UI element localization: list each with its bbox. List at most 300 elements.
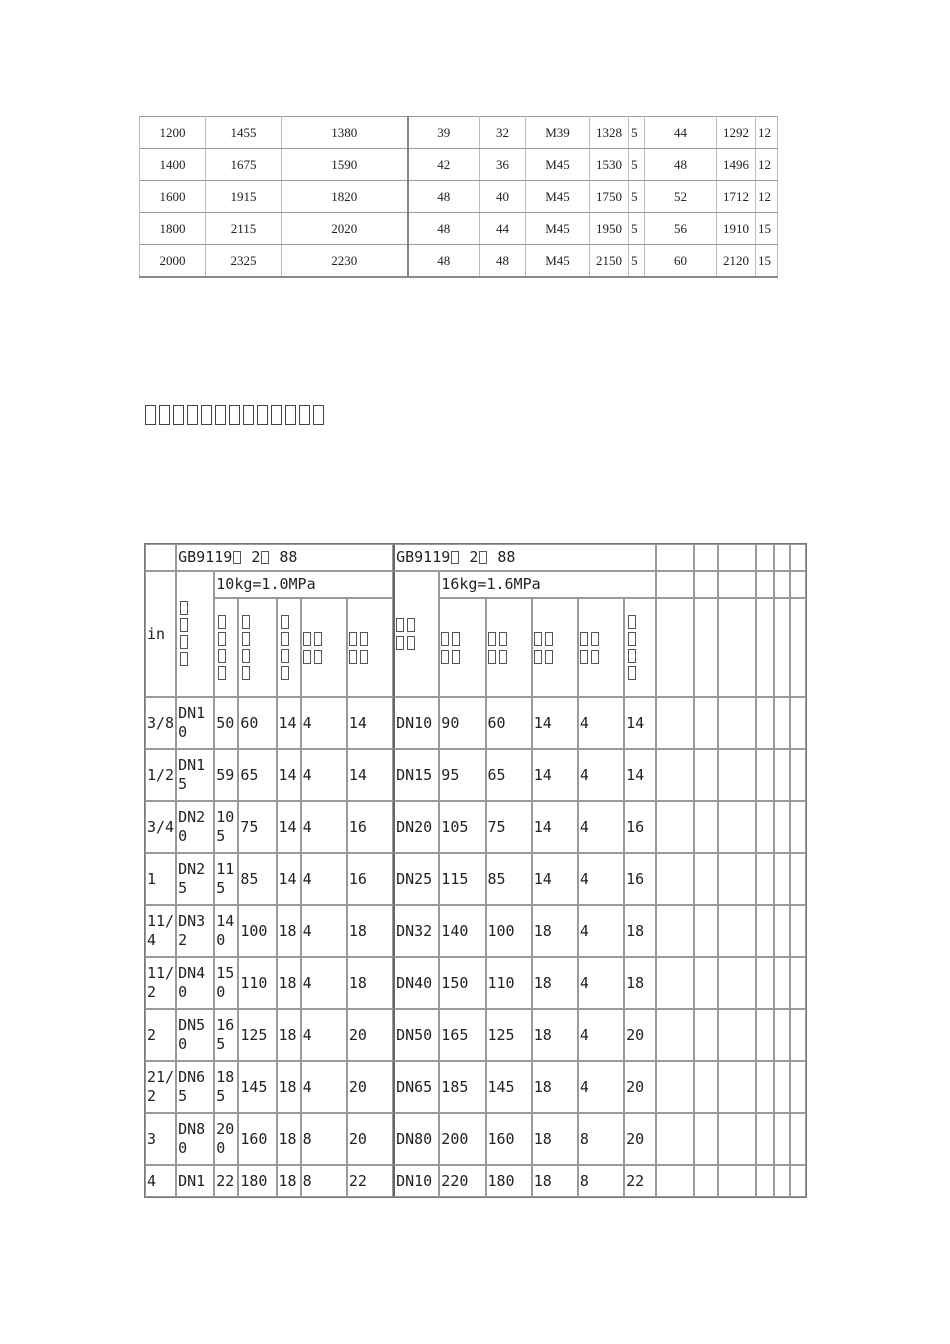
table-cell: 1712 xyxy=(717,181,756,213)
cell-e: 22 xyxy=(347,1165,393,1197)
cell-dn: DN20 xyxy=(176,801,214,853)
table-row xyxy=(145,957,806,1009)
table-row xyxy=(140,245,778,278)
empty-cell xyxy=(756,571,774,598)
cell-e: 14 xyxy=(347,697,393,749)
empty-cell xyxy=(774,749,790,801)
cell-a: 50 xyxy=(214,697,238,749)
cell-c: 18 xyxy=(277,1113,301,1165)
cell-a: 22 xyxy=(214,1165,238,1197)
table-cell: 2230 xyxy=(282,245,408,278)
cell-j: 14 xyxy=(624,749,656,801)
cell-j: 14 xyxy=(624,697,656,749)
cell-g: 125 xyxy=(486,1009,532,1061)
cell-dn: DN40 xyxy=(176,957,214,1009)
empty-cell xyxy=(718,801,756,853)
empty-cell xyxy=(774,697,790,749)
cell-c: 14 xyxy=(277,749,301,801)
table-cell: 5 xyxy=(629,117,645,149)
table-cell: 5 xyxy=(629,213,645,245)
missing-glyph-icon xyxy=(215,405,226,425)
table-row xyxy=(145,853,806,905)
cell-g: 75 xyxy=(486,801,532,853)
empty-cell xyxy=(656,749,694,801)
cell-h: 18 xyxy=(532,1113,578,1165)
cell-d: 4 xyxy=(301,905,347,957)
col-c-header xyxy=(277,598,301,697)
cell-f: 150 xyxy=(439,957,485,1009)
empty-cell xyxy=(694,697,717,749)
empty-cell xyxy=(694,544,717,571)
cell-c: 18 xyxy=(277,1061,301,1113)
empty-cell xyxy=(790,598,806,697)
table-cell: 2325 xyxy=(206,245,282,278)
cell-d: 4 xyxy=(301,749,347,801)
empty-cell xyxy=(718,697,756,749)
cell-i: 4 xyxy=(578,905,624,957)
table-cell: 44 xyxy=(480,213,526,245)
col-h-header xyxy=(532,598,578,697)
cell-d: 4 xyxy=(301,697,347,749)
table-cell: 2020 xyxy=(282,213,408,245)
empty-cell xyxy=(656,853,694,905)
empty-cell xyxy=(694,801,717,853)
empty-cell xyxy=(656,1113,694,1165)
empty-cell xyxy=(694,571,717,598)
table-cell: 56 xyxy=(645,213,717,245)
empty-cell xyxy=(756,1061,774,1113)
cell-dn: DN32 xyxy=(176,905,214,957)
empty-cell xyxy=(756,853,774,905)
pressure-right: 16kg=1.6MPa xyxy=(439,571,656,598)
cell-j: 18 xyxy=(624,905,656,957)
table-cell: 42 xyxy=(408,149,480,181)
empty-cell xyxy=(718,571,756,598)
cell-e: 16 xyxy=(347,853,393,905)
cell-d: 8 xyxy=(301,1165,347,1197)
empty-cell xyxy=(790,1061,806,1113)
empty-cell xyxy=(756,1165,774,1197)
empty-cell xyxy=(656,1165,694,1197)
missing-glyph-icon xyxy=(201,405,212,425)
cell-h: 14 xyxy=(532,853,578,905)
cell-dn2: DN10 xyxy=(393,1165,439,1197)
empty-cell xyxy=(718,598,756,697)
cell-h: 18 xyxy=(532,1061,578,1113)
col-a-header xyxy=(214,598,238,697)
cell-e: 20 xyxy=(347,1061,393,1113)
cell-dn2: DN25 xyxy=(393,853,439,905)
empty-cell xyxy=(694,957,717,1009)
table-cell: 48 xyxy=(408,181,480,213)
table-cell: 52 xyxy=(645,181,717,213)
table-cell: 5 xyxy=(629,181,645,213)
table-row xyxy=(145,697,806,749)
cell-a: 115 xyxy=(214,853,238,905)
empty-cell xyxy=(718,853,756,905)
cell-i: 4 xyxy=(578,1061,624,1113)
empty-cell xyxy=(718,1009,756,1061)
cell-j: 16 xyxy=(624,801,656,853)
cell-c: 18 xyxy=(277,1165,301,1197)
cell-c: 14 xyxy=(277,697,301,749)
cell-d: 8 xyxy=(301,1113,347,1165)
cell-h: 14 xyxy=(532,801,578,853)
col-b-header xyxy=(238,598,276,697)
cell-b: 85 xyxy=(238,853,276,905)
cell-f: 165 xyxy=(439,1009,485,1061)
cell-in: 3 xyxy=(145,1113,176,1165)
standard-left: GB9119 2 88 xyxy=(176,544,393,571)
empty-cell xyxy=(718,957,756,1009)
cell-g: 100 xyxy=(486,905,532,957)
cell-j: 20 xyxy=(624,1061,656,1113)
cell-b: 125 xyxy=(238,1009,276,1061)
empty-cell xyxy=(656,801,694,853)
cell-dn: DN50 xyxy=(176,1009,214,1061)
table-cell: 32 xyxy=(480,117,526,149)
cell-dn2: DN10 xyxy=(393,697,439,749)
empty-cell xyxy=(756,697,774,749)
table-cell: 1915 xyxy=(206,181,282,213)
missing-glyph-icon xyxy=(145,405,156,425)
table-row xyxy=(145,1165,806,1197)
cell-i: 4 xyxy=(578,749,624,801)
cell-in: 3/4 xyxy=(145,801,176,853)
col-dn-header xyxy=(176,571,214,697)
cell-a: 59 xyxy=(214,749,238,801)
cell-in: 1/2 xyxy=(145,749,176,801)
cell-b: 100 xyxy=(238,905,276,957)
missing-glyph-icon xyxy=(285,405,296,425)
missing-glyph-icon xyxy=(313,405,324,425)
cell-e: 18 xyxy=(347,905,393,957)
cell-dn2: DN40 xyxy=(393,957,439,1009)
table-cell: 2120 xyxy=(717,245,756,278)
table-cell: 12 xyxy=(756,117,778,149)
empty-cell xyxy=(756,905,774,957)
table-cell: 1200 xyxy=(140,117,206,149)
table-cell: 1530 xyxy=(590,149,629,181)
empty-cell xyxy=(718,749,756,801)
table-cell: 15 xyxy=(756,213,778,245)
col-f-header xyxy=(439,598,485,697)
cell-b: 110 xyxy=(238,957,276,1009)
cell-i: 8 xyxy=(578,1165,624,1197)
pressure-left: 10kg=1.0MPa xyxy=(214,571,393,598)
cell-dn: DN10 xyxy=(176,697,214,749)
cell-a: 200 xyxy=(214,1113,238,1165)
cell-a: 105 xyxy=(214,801,238,853)
table-row xyxy=(145,905,806,957)
flange-standard-table xyxy=(144,543,807,1198)
table-cell: M39 xyxy=(526,117,590,149)
empty-cell xyxy=(756,544,774,571)
empty-cell xyxy=(790,957,806,1009)
table-row xyxy=(145,749,806,801)
table-row xyxy=(145,1061,806,1113)
cell-f: 95 xyxy=(439,749,485,801)
empty-cell xyxy=(656,544,694,571)
cell-g: 160 xyxy=(486,1113,532,1165)
empty-cell xyxy=(718,905,756,957)
cell-f: 140 xyxy=(439,905,485,957)
table-cell: 15 xyxy=(756,245,778,278)
cell-i: 8 xyxy=(578,1113,624,1165)
cell-c: 18 xyxy=(277,905,301,957)
missing-glyph-icon xyxy=(173,405,184,425)
cell-in: 11/4 xyxy=(145,905,176,957)
table-cell: 48 xyxy=(408,213,480,245)
cell-c: 18 xyxy=(277,957,301,1009)
cell-h: 18 xyxy=(532,905,578,957)
table-cell: 1675 xyxy=(206,149,282,181)
empty-cell xyxy=(790,571,806,598)
table-row xyxy=(145,1009,806,1061)
col-dn2-header xyxy=(393,571,439,697)
cell-f: 90 xyxy=(439,697,485,749)
table-cell: 1328 xyxy=(590,117,629,149)
cell-g: 180 xyxy=(486,1165,532,1197)
table-cell: 48 xyxy=(645,149,717,181)
cell-in: 1 xyxy=(145,853,176,905)
empty-cell xyxy=(790,544,806,571)
table-cell: 48 xyxy=(480,245,526,278)
table-cell: M45 xyxy=(526,181,590,213)
cell-dn: DN65 xyxy=(176,1061,214,1113)
table-cell: M45 xyxy=(526,149,590,181)
table-cell: 40 xyxy=(480,181,526,213)
cell-dn2: DN32 xyxy=(393,905,439,957)
cell-e: 18 xyxy=(347,957,393,1009)
empty-cell xyxy=(790,1165,806,1197)
cell-a: 140 xyxy=(214,905,238,957)
table-cell: 1800 xyxy=(140,213,206,245)
missing-glyph-icon xyxy=(243,405,254,425)
cell-j: 22 xyxy=(624,1165,656,1197)
cell-a: 150 xyxy=(214,957,238,1009)
cell-f: 220 xyxy=(439,1165,485,1197)
cell-e: 20 xyxy=(347,1113,393,1165)
empty-cell xyxy=(774,1009,790,1061)
table-cell: 12 xyxy=(756,149,778,181)
table-cell: 1496 xyxy=(717,149,756,181)
cell-h: 14 xyxy=(532,749,578,801)
missing-glyph-icon xyxy=(229,405,240,425)
table-cell: 2115 xyxy=(206,213,282,245)
empty-cell xyxy=(774,801,790,853)
cell-d: 4 xyxy=(301,801,347,853)
empty-cell xyxy=(790,1113,806,1165)
empty-cell xyxy=(694,749,717,801)
cell-dn2: DN15 xyxy=(393,749,439,801)
cell-g: 145 xyxy=(486,1061,532,1113)
empty-cell xyxy=(756,598,774,697)
empty-cell xyxy=(774,957,790,1009)
empty-cell xyxy=(774,571,790,598)
cell-e: 14 xyxy=(347,749,393,801)
table-cell: 12 xyxy=(756,181,778,213)
table-cell: 39 xyxy=(408,117,480,149)
empty-cell xyxy=(718,1165,756,1197)
cell-f: 105 xyxy=(439,801,485,853)
cell-j: 18 xyxy=(624,957,656,1009)
empty-cell xyxy=(756,801,774,853)
col-e-header xyxy=(347,598,393,697)
cell-f: 115 xyxy=(439,853,485,905)
standard-right: GB9119 2 88 xyxy=(393,544,656,571)
table-cell: M45 xyxy=(526,245,590,278)
cell-g: 110 xyxy=(486,957,532,1009)
cell-c: 18 xyxy=(277,1009,301,1061)
table-row xyxy=(145,801,806,853)
cell-dn: DN15 xyxy=(176,749,214,801)
cell-in: 3/8 xyxy=(145,697,176,749)
cell-j: 20 xyxy=(624,1113,656,1165)
cell-f: 185 xyxy=(439,1061,485,1113)
empty-cell xyxy=(756,1009,774,1061)
cell-e: 20 xyxy=(347,1009,393,1061)
col-in-header: in xyxy=(145,571,176,697)
col-d-header xyxy=(301,598,347,697)
cell-i: 4 xyxy=(578,853,624,905)
cell-e: 16 xyxy=(347,801,393,853)
cell-g: 85 xyxy=(486,853,532,905)
empty-cell xyxy=(790,801,806,853)
table-cell: 1600 xyxy=(140,181,206,213)
cell-in: 4 xyxy=(145,1165,176,1197)
empty-cell xyxy=(774,1061,790,1113)
missing-glyph-icon xyxy=(257,405,268,425)
empty-cell xyxy=(694,1009,717,1061)
empty-cell xyxy=(718,1113,756,1165)
cell-h: 18 xyxy=(532,1009,578,1061)
empty-cell xyxy=(774,1165,790,1197)
table-cell: 44 xyxy=(645,117,717,149)
cell-c: 14 xyxy=(277,853,301,905)
cell-b: 60 xyxy=(238,697,276,749)
flange-dimensions-table-large xyxy=(139,116,778,278)
cell-h: 14 xyxy=(532,697,578,749)
empty-cell xyxy=(790,697,806,749)
section-heading xyxy=(145,405,324,437)
empty-cell xyxy=(774,598,790,697)
table-row xyxy=(140,149,778,181)
empty-cell xyxy=(656,598,694,697)
empty-cell xyxy=(656,697,694,749)
empty-cell xyxy=(790,1009,806,1061)
empty-cell xyxy=(694,905,717,957)
cell-in: 11/2 xyxy=(145,957,176,1009)
cell-b: 180 xyxy=(238,1165,276,1197)
empty-cell xyxy=(756,1113,774,1165)
cell-d: 4 xyxy=(301,853,347,905)
cell-a: 185 xyxy=(214,1061,238,1113)
cell-j: 16 xyxy=(624,853,656,905)
empty-cell xyxy=(694,1061,717,1113)
cell-h: 18 xyxy=(532,1165,578,1197)
table-cell: 5 xyxy=(629,245,645,278)
empty-cell xyxy=(656,571,694,598)
col-i-header xyxy=(578,598,624,697)
cell-dn2: DN80 xyxy=(393,1113,439,1165)
table-cell: 2000 xyxy=(140,245,206,278)
cell-b: 145 xyxy=(238,1061,276,1113)
table-cell: 1950 xyxy=(590,213,629,245)
cell-b: 160 xyxy=(238,1113,276,1165)
cell-in: 2 xyxy=(145,1009,176,1061)
table-cell: 1590 xyxy=(282,149,408,181)
missing-glyph-icon xyxy=(159,405,170,425)
empty-cell xyxy=(790,853,806,905)
empty-cell xyxy=(790,749,806,801)
empty-cell xyxy=(756,957,774,1009)
cell-d: 4 xyxy=(301,957,347,1009)
empty-cell xyxy=(774,905,790,957)
cell-dn: DN80 xyxy=(176,1113,214,1165)
table-row xyxy=(140,117,778,149)
empty-cell xyxy=(756,749,774,801)
table-row xyxy=(145,1113,806,1165)
cell-dn2: DN50 xyxy=(393,1009,439,1061)
table-row xyxy=(140,213,778,245)
table-cell: 1750 xyxy=(590,181,629,213)
cell-in: 21/2 xyxy=(145,1061,176,1113)
empty-cell xyxy=(656,1061,694,1113)
cell-c: 14 xyxy=(277,801,301,853)
table-cell: 48 xyxy=(408,245,480,278)
cell-a: 165 xyxy=(214,1009,238,1061)
cell-d: 4 xyxy=(301,1061,347,1113)
table-cell: 1455 xyxy=(206,117,282,149)
cell-dn: DN1 xyxy=(176,1165,214,1197)
table-cell: 5 xyxy=(629,149,645,181)
cell-i: 4 xyxy=(578,801,624,853)
cell-h: 18 xyxy=(532,957,578,1009)
table-cell: 2150 xyxy=(590,245,629,278)
empty-cell xyxy=(694,1165,717,1197)
empty-cell xyxy=(774,853,790,905)
cell-dn2: DN20 xyxy=(393,801,439,853)
cell-dn: DN25 xyxy=(176,853,214,905)
table-cell: 1292 xyxy=(717,117,756,149)
cell-i: 4 xyxy=(578,957,624,1009)
empty-cell xyxy=(694,853,717,905)
empty-cell xyxy=(694,1113,717,1165)
table-cell: 60 xyxy=(645,245,717,278)
empty-cell xyxy=(656,1009,694,1061)
empty-cell xyxy=(656,905,694,957)
cell-g: 65 xyxy=(486,749,532,801)
table-cell: 1820 xyxy=(282,181,408,213)
cell-b: 75 xyxy=(238,801,276,853)
missing-glyph-icon xyxy=(187,405,198,425)
empty-cell xyxy=(656,957,694,1009)
table-row xyxy=(140,181,778,213)
empty-cell xyxy=(774,1113,790,1165)
table-cell: M45 xyxy=(526,213,590,245)
cell-i: 4 xyxy=(578,1009,624,1061)
empty-cell xyxy=(718,544,756,571)
cell-d: 4 xyxy=(301,1009,347,1061)
cell-dn2: DN65 xyxy=(393,1061,439,1113)
missing-glyph-icon xyxy=(299,405,310,425)
col-j-header xyxy=(624,598,656,697)
table-cell: 36 xyxy=(480,149,526,181)
cell-f: 200 xyxy=(439,1113,485,1165)
header-corner xyxy=(145,544,176,571)
cell-i: 4 xyxy=(578,697,624,749)
